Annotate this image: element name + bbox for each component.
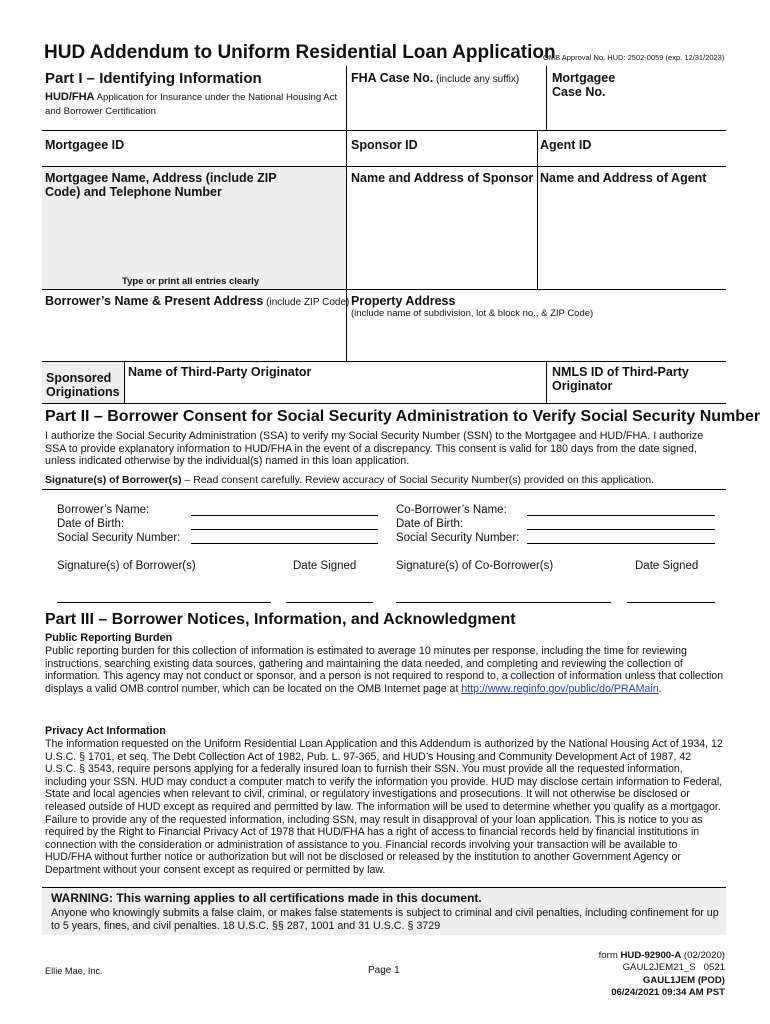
part3-heading: Part III – Borrower Notices, Information, and Acknowledgment [45,611,516,628]
subtitle-bold: HUD/FHA [45,91,95,103]
warning-title: WARNING: This warning applies to all certifications made in this document. [51,891,482,905]
sponsor-name-label: Name and Address of Sponsor [351,171,534,185]
sig-borrower-label: Signature(s) of Borrower(s) [57,560,196,572]
co-date-signed-label: Date Signed [635,560,699,572]
coborrower-dob-field[interactable] [527,529,715,530]
part1-heading: Part I – Identifying Information [45,70,262,87]
divider [546,361,547,403]
divider [42,361,726,362]
form-timestamp: 06/24/2021 09:34 AM PST [611,986,725,998]
third-party-label: Name of Third-Party Originator [128,365,312,379]
divider [42,289,726,290]
burden-period: . [658,682,662,695]
privacy-title: Privacy Act Information [45,725,166,737]
ssa-consent-text: I authorize the Social Security Administration (SSA) to verify my Social Security Number (SSN) to the Mortgagee and HUD/FHA. I authorize SSA to provide explanatory information to HUD/FHA in the event of a discrepancy. This consent is valid for 180 days from the date signed, unless indicated otherwise by the individual(s) named in this loan application. [45,430,704,467]
divider [42,166,726,167]
subtitle-rest: Application for Insurance under the National Housing Act and Borrower Certification [45,92,338,117]
coborrower-dob-label: Date of Birth: [396,518,464,530]
divider [546,66,547,130]
mortgagee-name-label: Mortgagee Name, Address (include ZIP Code) and Telephone Number [45,171,277,199]
sponsored-label: Sponsored Originations [46,371,120,399]
form-code-1: GAUL2JEM21_S 0521 [622,962,725,974]
coborrower-date-field[interactable] [627,602,715,603]
divider [42,887,726,888]
privacy-text: The information requested on the Uniform Residential Loan Application and this Addendum is authorized by the National Housing Act of 1934, 12 U.S.C. § 1701, et seq. The Debt Collection Act of 1982, Pub. L. 97-365, and HUD’s Housing and Community Development Act of 1987, 42 U.S.C. § 3543, require persons applying for a federally insured loan to furnish their SSN. You must provide all the requested information, including your SSN. HUD may conduct a computer match to verify the information you provide. HUD may disclose certain information to Federal, State and local agencies when relevant to civil, criminal, or regulatory investigations and prosecutions. It will not otherwise be disclosed or released outside of HUD except as required and permitted by law. The information will be used to determine whether you qualify as a mortgagor. Failure to provide any of the requested information, including SSN, may result in disapproval of your loan application. This is notice to you as required by the Right to Financial Privacy Act of 1978 that HUD/FHA has a right of access to financial records held by financial institutions in connection with the consideration or administration of assistance to you. Financial records involving your transaction will be available to HUD/FHA without further notice or authorization but will not be disclosed or released by the institution to another Government Agency or Department without your consent except as required or permitted by law. [45,738,723,876]
divider [42,403,726,404]
borrower-ssn-field[interactable] [191,543,378,544]
divider [42,130,726,131]
borrower-dob-label: Date of Birth: [57,518,125,530]
sig-instruction-bold: Signature(s) of Borrower(s) [45,474,182,486]
borrower-name-field[interactable] [191,515,378,516]
divider [346,66,347,130]
divider [537,130,538,289]
nmls-label: NMLS ID of Third-Party Originator [552,365,689,393]
borrower-dob-field[interactable] [191,529,378,530]
coborrower-ssn-field[interactable] [527,543,715,544]
fha-case-text: FHA Case No. [351,71,434,85]
warning-text: Anyone who knowingly submits a false claim, or makes false statements is subject to criminal and civil penalties, including confinement for up to 5 years, fines, and civil penalties. 18 U.S.C. §§ 287, 1001 and 31 U.S.C. § 3729 [51,907,719,932]
sig-coborrower-label: Signature(s) of Co-Borrower(s) [396,560,554,572]
borrower-address-text: Borrower’s Name & Present Address [45,294,264,308]
property-address-label: Property Address [351,294,456,308]
borrower-ssn-label: Social Security Number: [57,532,181,544]
divider [42,489,726,490]
form-date: (02/2020) [681,950,725,961]
page-number: Page 1 [368,965,400,976]
coborrower-signature-field[interactable] [396,602,611,603]
borrower-signature-field[interactable] [57,602,271,603]
coborrower-ssn-label: Social Security Number: [396,532,520,544]
sponsor-id-label: Sponsor ID [351,138,418,152]
borrower-name-label: Borrower’s Name: [57,504,150,516]
mortgagee-id-label: Mortgagee ID [45,138,125,152]
fha-case-label [351,71,519,87]
borrower-date-field[interactable] [286,602,373,603]
form-footer [599,950,725,999]
signature-instruction [45,474,654,486]
date-signed-label: Date Signed [293,560,357,572]
part1-subtitle [45,90,345,119]
burden-text [45,645,725,695]
agent-id-label: Agent ID [540,138,592,152]
property-address-hint: (include name of subdivision, lot & block no., & ZIP Code) [351,308,594,319]
vendor-name: Ellie Mae, Inc. [45,966,103,976]
form-number-line [599,950,725,962]
pra-link[interactable]: http://www.reginfo.gov/public/do/PRAMain [461,682,659,695]
form-number: HUD-92900-A [620,950,682,961]
burden-body: Public reporting burden for this collection of information is estimated to average 10 minutes per response, including the time for reviewing instructions, searching existing data sources, gathering and maintaining the data needed, and completing and reviewing the collection of information. This agency may not conduct or sponsor, and a person is not required to respond to, a collection of information unless that collection displays a valid OMB control number, which can be located on the OMB Internet page at [45,645,724,695]
form-title: HUD Addendum to Uniform Residential Loan Application [44,42,556,63]
form-prefix: form [598,950,621,961]
agent-name-label: Name and Address of Agent [540,171,707,185]
divider [346,130,347,289]
omb-approval: OMB Approval No. HUD: 2502-0059 (exp. 12/31/2023) [543,53,725,62]
part2-heading: Part II – Borrower Consent for Social Security Administration to Verify Social Security Number [45,408,761,425]
type-print-note: Type or print all entries clearly [122,276,260,287]
coborrower-name-label: Co-Borrower’s Name: [396,504,507,516]
sig-instruction-rest: – Read consent carefully. Review accuracy of Social Security Number(s) provided on this application. [181,474,655,486]
fha-case-hint: (include any suffix) [433,74,520,85]
coborrower-name-field[interactable] [527,515,715,516]
divider [124,361,125,403]
form-code-2: GAUL1JEM (POD) [642,974,725,986]
burden-title: Public Reporting Burden [45,632,173,644]
mortgagee-case-label: Mortgagee Case No. [552,71,616,99]
borrower-address-label [45,294,349,310]
borrower-address-hint: (include ZIP Code) [263,297,350,308]
